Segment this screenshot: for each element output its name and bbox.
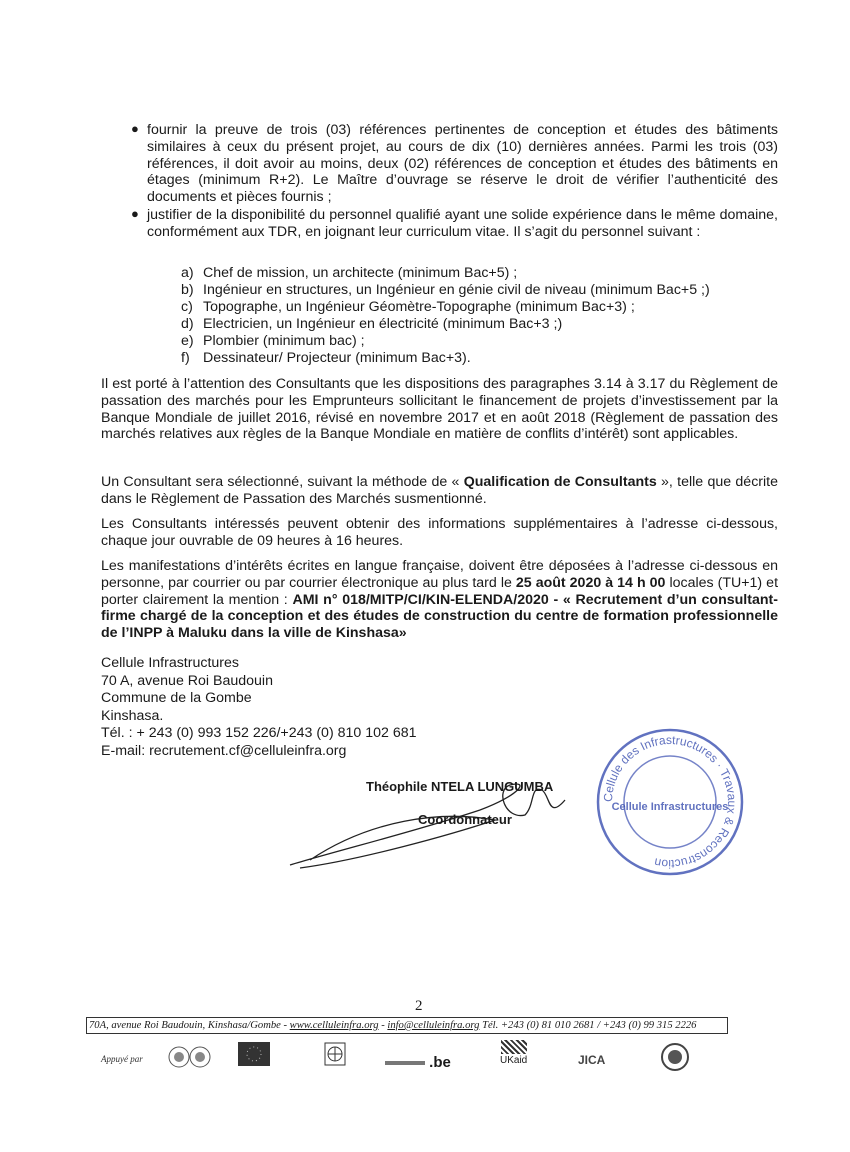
paragraph-attention: Il est porté à l’attention des Consultants que les dispositions des paragraphes 3.14 à 3.17 du Règlement de passation des marchés pour les Emprunteurs sollicitant le financement de projets d’investissement par la Banque Mondiale de juillet 2016, révisé en novembre 2017 et en août 2018 (Règlement de passation des marchés relatives aux règles de la Banque Mondiale en matière de conflits d’intérêt) sont applicables. <box>101 376 778 443</box>
address-line: Kinshasa. <box>101 707 164 724</box>
svg-text:Cellule des Infrastructures ·: Cellule des Infrastructures · Travaux & Reconstruction <box>600 732 740 872</box>
page-number: 2 <box>415 998 423 1014</box>
cellule-infrastructures-logo-icon <box>660 1042 690 1072</box>
address-line: Commune de la Gombe <box>101 690 252 707</box>
ukaid-logo: UKaid <box>500 1040 527 1066</box>
bullet-references: fournir la preuve de trois (03) références pertinentes de conception et études des bâtiments similaires à ceux du présent projet, au cours de dix (10) dernières années. Parmi les trois (03) références, il doit avoir au moins, deux (02) références de conception et études des bâtiments en étages (minimum R+2). Le Maître d’ouvrage se réserve le droit de vérifier l’authenticité des documents et pièces fournis ; <box>147 122 778 206</box>
paragraph-submission: Les manifestations d’intérêts écrites en langue française, doivent être déposées à l’adresse ci-dessous en personne, par courrier ou par courrier électronique au plus tard le 25 août 2020 à 14 h 00 locales (TU+1) et porter clairement la mention : AMI n° 018/MITP/CI/KIN-ELENDA/2020 - « Recrutement d’un consultant-firme chargé de la conception et des études de construction du centre de formation professionnelle de l’INPP à Maluku dans la ville de Kinshasa» <box>101 558 779 642</box>
phone-line: Tél. : + 243 (0) 993 152 226/+243 (0) 810 102 681 <box>101 725 417 742</box>
address-line: Cellule Infrastructures <box>101 655 239 671</box>
bullet-icon: ● <box>131 121 139 136</box>
signatory-role: Coordonnateur <box>418 812 512 827</box>
belgian-cooperation-logo: .be <box>385 1054 451 1071</box>
bullet-personnel: justifier de la disponibilité du personnel qualifié ayant une solide expérience dans le même domaine, conformément aux TDR, en joignant leur curriculum vitae. Il s’agit du personnel suivant : <box>147 207 778 240</box>
signatory-name: Théophile NTELA LUNGUMBA <box>366 779 554 794</box>
personnel-item: a) Chef de mission, un architecte (minimum Bac+5) ; <box>181 265 518 281</box>
personnel-item: b) Ingénieur en structures, un Ingénieur en génie civil de niveau (minimum Bac+5 ;) <box>181 282 710 298</box>
official-stamp <box>590 722 750 882</box>
website-link[interactable]: www.celluleinfra.org <box>289 1020 379 1031</box>
personnel-item: e) Plombier (minimum bac) ; <box>181 333 365 349</box>
email-line: E-mail: recrutement.cf@celluleinfra.org <box>101 742 347 759</box>
email-link[interactable]: info@celluleinfra.org <box>387 1020 480 1031</box>
personnel-item: d) Electricien, un Ingénieur en électricité (minimum Bac+3 ;) <box>181 316 563 332</box>
afdb-logo-icon <box>168 1042 212 1072</box>
paragraph-information: Les Consultants intéressés peuvent obtenir des informations supplémentaires à l’adresse ci-dessous, chaque jour ouvrable de 09 heures à 16 heures. <box>101 516 778 549</box>
supported-by-label: Appuyé par <box>101 1054 143 1064</box>
paragraph-selection: Un Consultant sera sélectionné, suivant la méthode de « Qualification de Consultants », telle que décrite dans le Règlement de Passation des Marchés susmentionné. <box>101 474 778 507</box>
footer-contact-bar: 70A, avenue Roi Baudouin, Kinshasa/Gombe - www.celluleinfra.org - info@celluleinfra.org Tél. +243 (0) 81 010 2681 / +243 (0) 99 315 2226 <box>86 1017 728 1034</box>
bullet-icon: ● <box>131 206 139 221</box>
personnel-item: f) Dessinateur/ Projecteur (minimum Bac+3). <box>181 350 471 366</box>
svg-text:Cellule Infrastructures: Cellule Infrastructures <box>611 801 729 813</box>
contact-address <box>101 655 417 761</box>
personnel-item: c) Topographe, un Ingénieur Géomètre-Topographe (minimum Bac+3) ; <box>181 299 635 315</box>
world-bank-logo-icon <box>324 1042 346 1066</box>
jica-logo: JICA <box>578 1053 606 1067</box>
address-line: 70 A, avenue Roi Baudouin <box>101 672 273 689</box>
eu-flag-icon <box>238 1042 270 1066</box>
